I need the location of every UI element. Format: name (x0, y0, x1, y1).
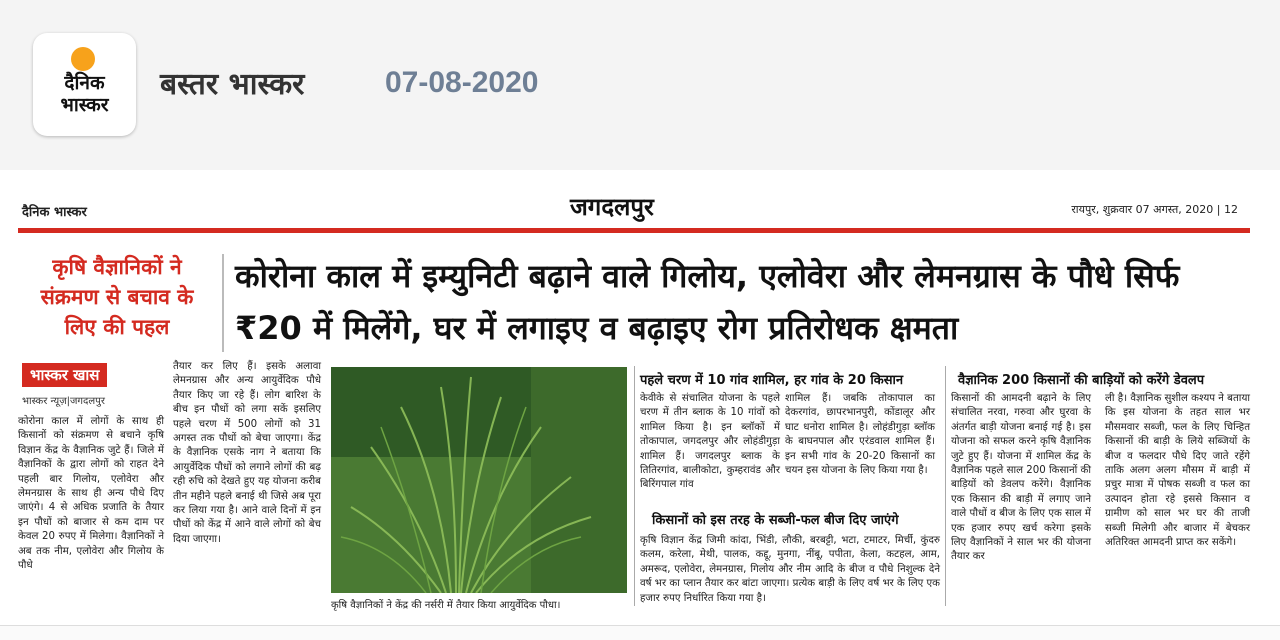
byline: भास्कर न्यूज़|जगदलपुर (22, 396, 105, 407)
bottom-edge (0, 625, 1280, 640)
subhead-villages: पहले चरण में 10 गांव शामिल, हर गांव के 20 किसान (640, 373, 904, 388)
logo-line2: भास्कर (60, 94, 109, 116)
kicker-divider (222, 254, 224, 352)
subhead-seeds: किसानों को इस तरह के सब्जी-फल बीज दिए जाएंगे (652, 513, 899, 528)
column-divider (634, 366, 635, 606)
column-divider (945, 366, 946, 606)
article-column-1: कोरोना काल में लोगों के साथ ही किसानों को संक्रमण से बचाने कृषि विज्ञान केंद्र के वैज्ञानिक जुटे हैं। जिले में वैज्ञानिकों के द्वारा लोगों को राहत देने पहली बार गिलोय, एलोवेरा और लेमनग्रास के साथ ही अन्य पौधे दिए जाएंगे। 4 से अधिक प्रजाति के तैयार इन पौधों को बाजार से कम दाम पर केवल 20 रुपए में मिलेगा। वैज्ञानिकों ने अब तक नीम, एलोवेरा और गिलोय के पौधे (18, 416, 164, 572)
photo-caption: कृषि वैज्ञानिकों ने केंद्र की नर्सरी में तैयार किया आयुर्वेदिक पौधा। (331, 600, 561, 611)
logo-line1: दैनिक (64, 72, 105, 94)
dainik-bhaskar-logo[interactable] (33, 33, 136, 136)
edition-title: बस्तर भास्कर (160, 67, 305, 102)
article-column-5: कृषि विज्ञान केंद्र जिमी कांदा, भिंडी, लौकी, बरबट्टी, भटा, टमाटर, मिर्ची, कुंदरु कलम, करेला, मेथी, पालक, कद्दू, मुनगा, नींबू, पपीता, केला, कटहल, आम, अमरूद, एलोवेरा, लेमनग्रास, गिलोय और नीम आदि के बीज व पौधे निशुल्क देने वर्ष भर का प्लान तैयार कर बांटा जाएगा। प्रत्येक बाड़ी के लिए वर्ष भर के लिए एक हजार रुपए निर्धारित किया गया है। (640, 535, 940, 604)
article-column-3: केवीके से संचालित योजना के पहले चरण में तीन ब्लाक के 10 गांवों को शामिल किया है। इन ब्लॉकों में तोकापाल, जगदलपुर और लोहंडीगुड़ा शामिल हैं। जगदलपुर ब्लाक के तितिरगांव, बालीकोटा, कुम्हरावंड और बिरिंगपाल गांव (640, 393, 780, 491)
article-column-6: किसानों की आमदनी बढ़ाने के लिए संचालित नरवा, गरुवा और घुरवा के अंतर्गत बाड़ी योजना बनाई गई है। इस योजना को सफल करने कृषि वैज्ञानिक जुटे हुए हैं। योजना में शामिल केंद्र के वैज्ञानिक पहले साल 200 किसानों की बाड़ियों को डेवलप करेंगे। वैज्ञानिक एक किसान की बाड़ी में लगाए जाने वाले पौधों व बीज के लिए एक साल में एक हजार रुपए खर्च करेगा इसके लिए वैज्ञानिकों ने साल भर की योजना तैयार कर (951, 393, 1091, 563)
section-tag: भास्कर खास (22, 363, 107, 387)
newspaper-page (0, 170, 1280, 640)
kicker: कृषि वैज्ञानिकों ने संक्रमण से बचाव के लिए की पहल (40, 255, 194, 339)
lemongrass-photo (331, 367, 627, 593)
sun-icon (71, 47, 95, 71)
app-header (0, 0, 1280, 170)
paper-city: जगदलपुर (570, 193, 654, 221)
subhead-gardens: वैज्ञानिक 200 किसानों की बाड़ियों को करेंगे डेवलप (958, 373, 1205, 388)
article-column-2: तैयार कर लिए हैं। इसके अलावा लेमनग्रास और अन्य आयुर्वेदिक पौधे तैयार किए जा रहे हैं। लोग बारिश के बीच इन पौधों को लगा सकें इसलिए पहले चरण में 500 लोगों को 31 अगस्त तक पौधों को बेचा जाएगा। केंद्र के वैज्ञानिक एसके नाग ने बताया कि आयुर्वेदिक पौधों को लगाने लोगों की बढ़ रही रुचि को देखते हुए यह योजना करीब तीन महीने पहले बनाई थी जिसे अब पूरा कर लिया गया है। आने वाले दिनों में इन पौधों को केंद्र में आने वाले लोगों को बेच दिया जाएगा। (173, 361, 321, 545)
article-column-7: ली है। वैज्ञानिक सुशील कश्यप ने बताया कि इस योजना के तहत साल भर मौसमवार सब्जी, फल के लिए चिन्हित किसानों की बाड़ी के लिये सब्जियों के बीज व फलदार पौधे दिए जाते रहेंगे ताकि अलग अलग मौसम में बाड़ी में प्रचुर मात्रा में पोषक सब्जी व फल का उत्पादन होता रहे इससे किसान व ग्रामीण को साल भर घर की ताजी सब्जी मिलेगी और बाजार में बेचकर अतिरिक्त आमदनी प्राप्त कर सकेंगे। (1105, 393, 1250, 549)
edition-date: 07-08-2020 (385, 66, 539, 99)
headline: कोरोना काल में इम्युनिटी बढ़ाने वाले गिलोय, एलोवेरा और लेमनग्रास के पौधे सिर्फ ₹20 में मिलेंगे, घर में लगाइए व बढ़ाइए रोग प्रतिरोधक क्षमता (235, 257, 1180, 347)
article-column-4: शामिल हैं। जबकि तोकापाल का देकरगांव, छापरभानपुरी, कोंडालूर और घाट धनोरा शामिल है। लोहंडीगुड़ा ब्लॉक के बाघनपाल और एरंडवाल शामिल हैं। इन सभी गांव के 20-20 किसानों का चयन इस योजना के लिए किया गया है। (785, 393, 935, 477)
header-rule (18, 228, 1250, 233)
paper-dateline: रायपुर, शुक्रवार 07 अगस्त, 2020 | 12 (1071, 203, 1238, 216)
paper-brand: दैनिक भास्कर (22, 205, 87, 220)
